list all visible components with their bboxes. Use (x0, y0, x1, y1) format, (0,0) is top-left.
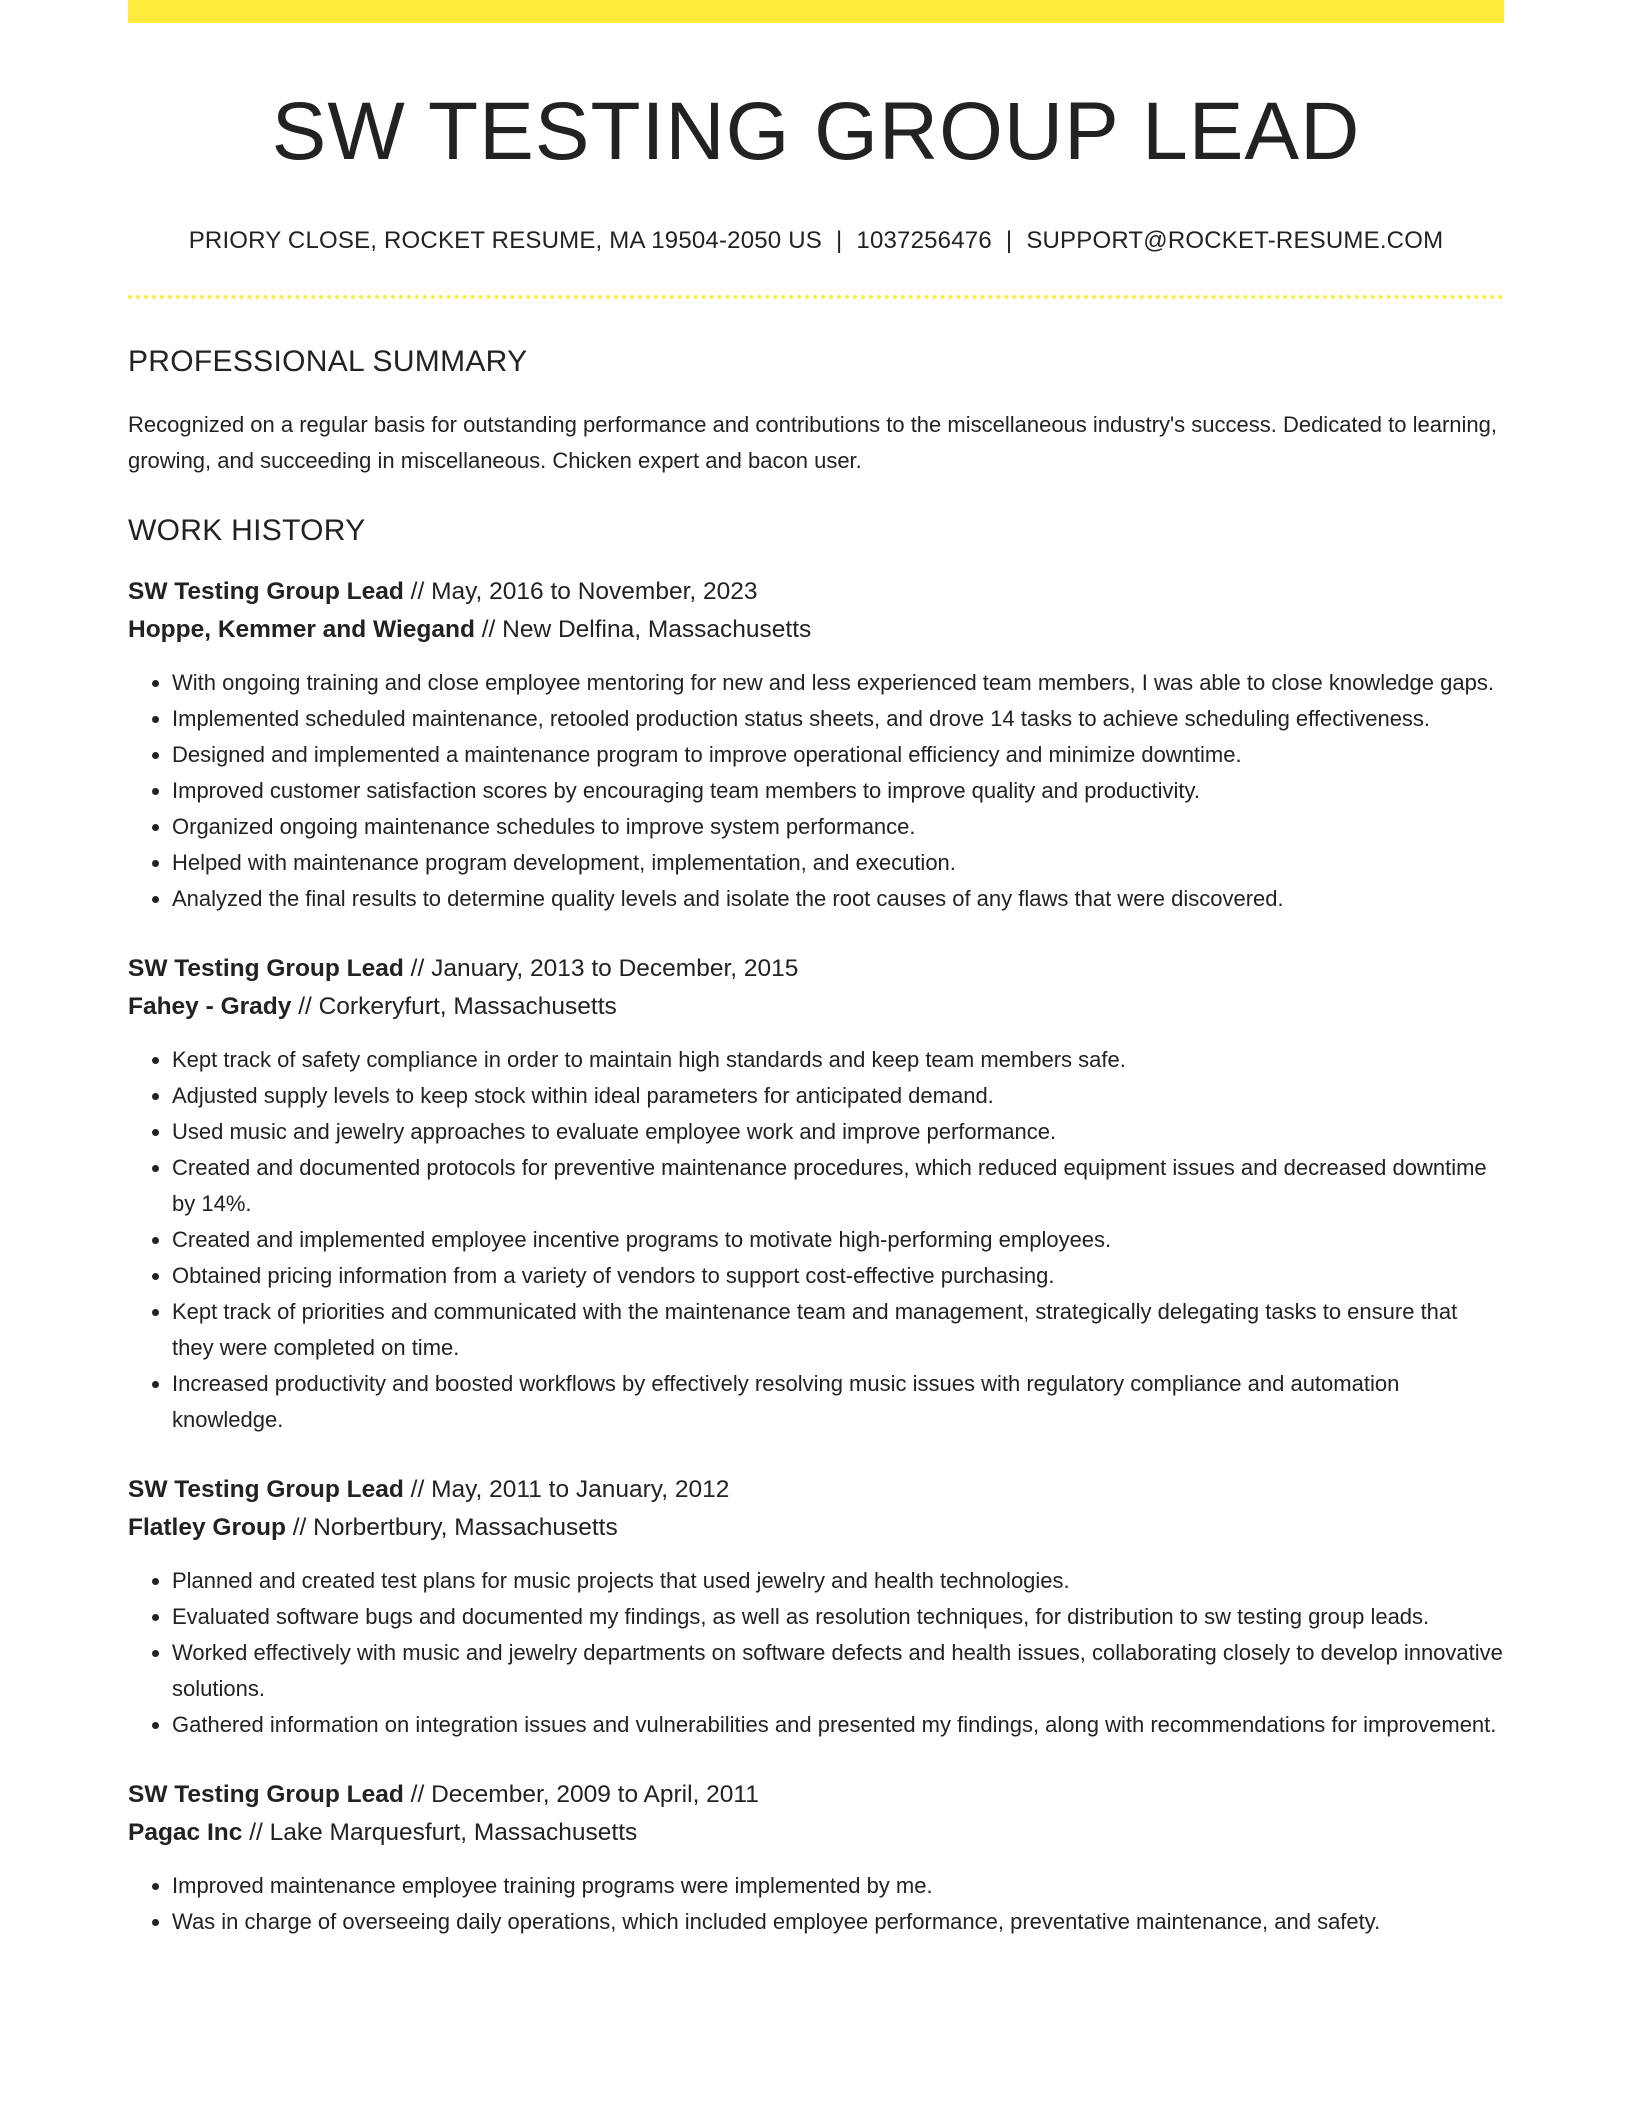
resume-title: SW TESTING GROUP LEAD (271, 86, 1361, 177)
job-dates: // May, 2011 to January, 2012 (403, 1476, 730, 1504)
job-bullet: • Analyzed the final results to determine quality levels and isolate the root causes of any flaws that were discovered. (172, 881, 1504, 917)
job-location: // Norbertbury, Massachusetts (285, 1514, 618, 1542)
contact-line (128, 227, 1504, 256)
job-entry (128, 950, 1504, 1438)
job-bullet-list (128, 665, 1504, 917)
job-company-line (128, 1814, 1504, 1852)
job-company-line (128, 611, 1504, 649)
job-bullet: • Gathered information on integration issues and vulnerabilities and presented my findings, along with recommendations for improvement. (172, 1707, 1504, 1743)
job-company: Fahey - Grady (128, 993, 292, 1021)
job-title: SW Testing Group Lead (128, 955, 404, 983)
job-bullet: • Helped with maintenance program development, implementation, and execution. (172, 845, 1504, 881)
job-bullet: • Obtained pricing information from a variety of vendors to support cost-effective purchasing. (172, 1258, 1504, 1294)
job-company-line (128, 988, 1504, 1026)
job-dates: // May, 2016 to November, 2023 (403, 578, 758, 606)
job-location: // New Delfina, Massachusetts (474, 616, 812, 644)
job-company: Hoppe, Kemmer and Wiegand (128, 616, 475, 644)
job-bullet: • Improved maintenance employee training programs were implemented by me. (172, 1868, 1504, 1904)
job-title-line (128, 1471, 1504, 1509)
job-bullet: • Improved customer satisfaction scores by encouraging team members to improve quality and productivity. (172, 773, 1504, 809)
resume-page (128, 0, 1504, 1940)
job-bullet-list (128, 1563, 1504, 1743)
job-title: SW Testing Group Lead (128, 578, 404, 606)
dotted-divider (128, 295, 1504, 299)
job-dates: // December, 2009 to April, 2011 (403, 1781, 759, 1809)
contact-separator: | (1005, 227, 1013, 255)
phone-text: 1037256476 (856, 227, 992, 255)
job-bullet: • Kept track of priorities and communicated with the maintenance team and management, strategically delegating tasks to ensure that they were completed on time. (172, 1294, 1504, 1366)
job-location: // Corkeryfurt, Massachusetts (291, 993, 617, 1021)
job-bullet: • Designed and implemented a maintenance program to improve operational efficiency and minimize downtime. (172, 737, 1504, 773)
job-title-line (128, 1776, 1504, 1814)
job-bullet: • Adjusted supply levels to keep stock within ideal parameters for anticipated demand. (172, 1078, 1504, 1114)
job-title-line (128, 950, 1504, 988)
job-entry (128, 573, 1504, 917)
job-location: // Lake Marquesfurt, Massachusetts (242, 1819, 638, 1847)
address-text: PRIORY CLOSE, ROCKET RESUME, MA 19504-2050 US (188, 227, 822, 255)
job-title: SW Testing Group Lead (128, 1476, 404, 1504)
job-entry (128, 1471, 1504, 1743)
job-bullet: • With ongoing training and close employee mentoring for new and less experienced team members, I was able to close knowledge gaps. (172, 665, 1504, 701)
job-bullet: • Increased productivity and boosted workflows by effectively resolving music issues with regulatory compliance and automation knowledge. (172, 1366, 1504, 1438)
work-history-heading: WORK HISTORY (128, 514, 366, 548)
job-dates: // January, 2013 to December, 2015 (403, 955, 799, 983)
job-bullet: • Was in charge of overseeing daily operations, which included employee performance, preventative maintenance, and safety. (172, 1904, 1504, 1940)
job-title-line (128, 573, 1504, 611)
contact-separator: | (835, 227, 843, 255)
job-company-line (128, 1509, 1504, 1547)
job-bullet-list (128, 1868, 1504, 1940)
accent-top-bar (128, 0, 1504, 23)
job-company: Pagac Inc (128, 1819, 243, 1847)
summary-heading: PROFESSIONAL SUMMARY (128, 345, 528, 379)
job-entry (128, 1776, 1504, 1940)
job-bullet: • Kept track of safety compliance in order to maintain high standards and keep team members safe. (172, 1042, 1504, 1078)
job-company: Flatley Group (128, 1514, 286, 1542)
job-bullet: • Worked effectively with music and jewelry departments on software defects and health issues, collaborating closely to develop innovative solutions. (172, 1635, 1504, 1707)
job-bullet: • Created and documented protocols for preventive maintenance procedures, which reduced equipment issues and decreased downtime by 14%. (172, 1150, 1504, 1222)
job-bullet: • Implemented scheduled maintenance, retooled production status sheets, and drove 14 tasks to achieve scheduling effectiveness. (172, 701, 1504, 737)
summary-text: Recognized on a regular basis for outstanding performance and contributions to the miscellaneous industry's success. Dedicated to learning, growing, and succeeding in miscellaneous. Chicken expert and bacon user. (128, 412, 1497, 474)
job-bullet: • Evaluated software bugs and documented my findings, as well as resolution techniques, for distribution to sw testing group leads. (172, 1599, 1504, 1635)
job-title: SW Testing Group Lead (128, 1781, 404, 1809)
email-link[interactable]: SUPPORT@ROCKET-RESUME.COM (1026, 227, 1444, 255)
job-bullet: • Created and implemented employee incentive programs to motivate high-performing employees. (172, 1222, 1504, 1258)
job-bullet-list (128, 1042, 1504, 1438)
job-bullet: • Used music and jewelry approaches to evaluate employee work and improve performance. (172, 1114, 1504, 1150)
job-bullet: • Planned and created test plans for music projects that used jewelry and health technologies. (172, 1563, 1504, 1599)
job-bullet: • Organized ongoing maintenance schedules to improve system performance. (172, 809, 1504, 845)
